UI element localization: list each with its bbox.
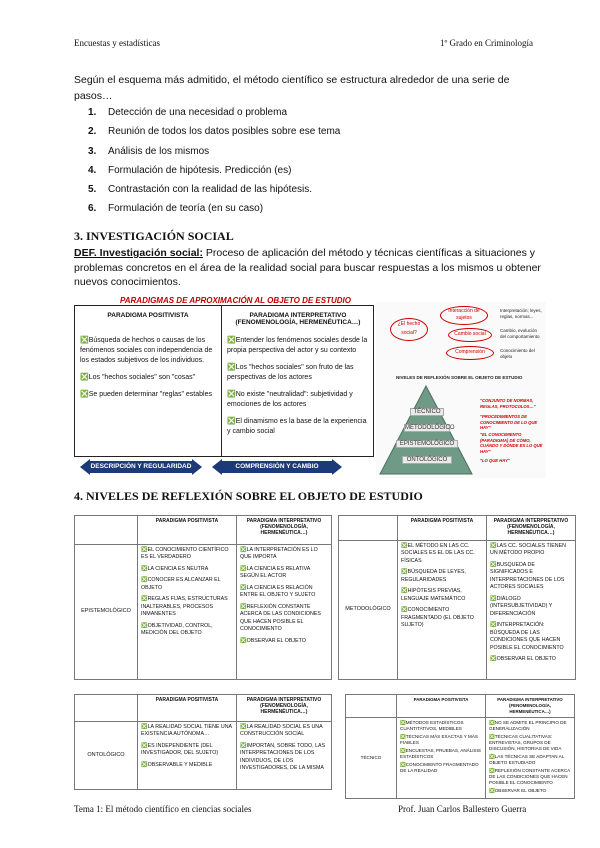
- col-head-interpretive: PARADIGMA INTERPRETATIVO (FENOMENOLOGÍA, HERMENÉUTICA…): [237, 516, 332, 545]
- section-3-title: 3. INVESTIGACIÓN SOCIAL: [74, 229, 234, 243]
- col-head-positivist: PARADIGMA POSITIVISTA: [138, 516, 237, 545]
- col-head-positivist: PARADIGMA POSITIVISTA: [397, 695, 486, 718]
- header-left: Encuestas y estadísticas: [74, 38, 160, 48]
- level-note-1: "CONJUNTO DE NORMAS, REGLAS, PROTOCOLOS…": [480, 398, 536, 409]
- cross-icon: ❎: [80, 391, 89, 398]
- cross-icon: ❎: [80, 374, 89, 381]
- list-item: ❎Se pueden determinar "reglas" estables: [80, 391, 212, 398]
- arrow-right-icon: [192, 459, 202, 475]
- list-item: ❎Los "hechos sociales" son fruto de las perspectivas de los actores: [227, 364, 354, 381]
- note-2: Cambio, evolución del comportamiento: [500, 328, 540, 339]
- interpretive-head: PARADIGMA INTERPRETATIVO (FENOMENOLOGÍA, HERMENÉUTICA…): [235, 312, 361, 326]
- cross-icon: ❎: [80, 337, 89, 344]
- table-tecnico: [345, 694, 575, 799]
- arrow-right-icon: [332, 459, 342, 475]
- note-3: Conocimiento del objeto: [500, 348, 535, 359]
- header-right: 1º Grado en Criminología: [440, 38, 534, 48]
- list-item: 5. Contrastación con la realidad de las hipótesis.: [88, 184, 313, 196]
- row-label: ONTOLÓGICO: [75, 721, 138, 789]
- col-head-interpretive: PARADIGMA INTERPRETATIVO (FENOMENOLOGÍA, HERMENÉUTICA…): [237, 695, 332, 722]
- table-cell: ❎ LA INTERPRETACIÓN ES LO QUE IMPORTA ❎ LA CIENCIA ES RELATIVA SEGÚN EL ACTOR ❎ LA CIENCIA ES RELACIÓN ENTRE EL OBJETO Y SUJETO ❎ REFLEXIÓN CONSTANTE ACERCA DE LAS CONDICIONES QUE HACEN POSIBLE EL CONOCIMIENTO ❎ OBSERVAR EL OBJETO: [237, 544, 332, 679]
- interpretive-column: [221, 306, 374, 456]
- definition-paragraph: [74, 246, 544, 290]
- list-item: ❎Los "hechos sociales" son "cosas": [80, 374, 196, 381]
- list-item: ❎El dinamismo es la base de la experiencia y cambio social: [227, 418, 367, 435]
- level-epistemologico: EPISTEMOLÓGICO: [396, 440, 458, 448]
- intro-paragraph: Según el esquema más admitido, el método científico se estructura alrededor de una serie de pasos…: [74, 74, 510, 102]
- pyramid-title: NIVELES DE REFLEXIÓN SOBRE EL OBJETO DE ESTUDIO: [396, 375, 523, 380]
- cross-icon: ❎: [227, 418, 236, 425]
- definition-text: Proceso de aplicación del método y técnicas científicas a situaciones y problemas concretos en el área de la realidad social para buscar respuestas a los mismos u obtener nuevos conocimientos.: [74, 247, 541, 288]
- steps-list: [88, 107, 340, 223]
- table-cell: ❎ LAS CC. SOCIALES TIENEN UN MÉTODO PROPIO ❎ BUSQUEDA DE SIGNIFICADOS E INTERPRETACIONES DE LOS ACTORES SOCIALES ❎ DIÁLOGO (INTERSUBJETIVIDAD) Y DIFERENCIACIÓN ❎ INTERPRETACIÓN: BÚSQUEDA DE LAS CONDICIONES QUE HACEN POSIBLE EL CONOCIMIENTO ❎ OBSERVAR EL OBJETO: [487, 540, 576, 679]
- paradigms-figure: [74, 305, 374, 457]
- bubble-cambio: Cambio social: [448, 328, 492, 342]
- level-tecnico: TÉCNICO: [410, 408, 444, 416]
- level-note-2: "PROCEDIMIENTOS DE CONOCIMIENTO DE LO QUE HAY": [480, 414, 538, 430]
- list-item: 2. Reunión de todos los datos posibles sobre ese tema: [88, 126, 341, 138]
- table-cell: ❎ NO SE ADMITE EL PRINCIPIO DE GENERALIZACIÓN ❎ TÉCNICAS CUALITATIVAS: ENTREVISTAS, GRUPOS DE DISCUSIÓN, HISTORIAS DE VIDA ❎ LAS TÉCNICAS SE ADAPTAN AL OBJETO ESTUDIADO ❎ REFLEXIÓN CONSTANTE ACERCA DE LAS CONDICIONES QUE HACEN POSIBLE EL CONOCIMIENTO ❎ OBSERVAR EL OBJETO: [486, 718, 575, 799]
- list-item: 1. Detección de una necesidad o problema: [88, 107, 288, 118]
- footer-right: Prof. Juan Carlos Ballestero Guerra: [398, 804, 527, 814]
- table-cell: ❎ EL MÉTODO EN LAS CC. SOCIALES ES EL DE LAS CC. FÍSICAS ❎ BÚSQUEDA DE LEYES, REGULARIDADES ❎ HIPÓTESIS PREVIAS, LENGUAJE MATEMÁTICO ❎ CONOCIMIENTO FRAGMENTADO (EL OBJETO SUJETO): [398, 540, 487, 679]
- row-label: EPISTEMOLÓGICO: [75, 544, 138, 679]
- table-epistemologico: [74, 515, 332, 680]
- positivist-head: PARADIGMA POSITIVISTA: [107, 312, 189, 319]
- banner-description: DESCRIPCIÓN Y REGULARIDAD: [90, 461, 192, 473]
- list-item: ❎No existe "neutralidad": subjetividad y emociones de los actores: [227, 391, 353, 408]
- list-item: ❎Entender los fenómenos sociales desde la propia perspectiva del actor y su contexto: [227, 337, 368, 354]
- level-ontologico: ONTOLÓGICO: [402, 456, 452, 464]
- level-note-3: "EL CONOCIMIENTO (PARADIGMA) DE CÓMO, CUÁNDO Y DÓNDE ES LO QUE HAY": [480, 432, 543, 454]
- figure1-title: PARADIGMAS DE APROXIMACIÓN AL OBJETO DE ESTUDIO: [120, 296, 351, 305]
- table-cell: ❎ EL CONOCIMIENTO CIENTÍFICO ES EL VERDADERO ❎ LA CIENCIA ES NEUTRA ❎ CONOCER ES ALCANZAR EL OBJETO ❎ REGLAS FIJAS, ESTRUCTURAS INALTERABLES, PROCESOS INMANENTES ❎ OBJETIVIDAD, CONTROL, MEDICIÓN DEL OBJETO: [138, 544, 237, 679]
- col-head-interpretive: PARADIGMA INTERPRETATIVO (FENOMENOLOGÍA, HERMENÉUTICA…): [487, 516, 576, 541]
- arrow-left-icon: [212, 459, 222, 475]
- bubble-comprension: Comprensión: [446, 346, 494, 360]
- cross-icon: ❎: [227, 364, 236, 371]
- cross-icon: ❎: [227, 391, 236, 398]
- note-1: Interpretación; leyes, reglas, normas...: [500, 308, 542, 319]
- definition-label: DEF. Investigación social:: [74, 247, 203, 259]
- level-metodologico: METODOLÓGICO: [405, 425, 455, 431]
- cross-icon: ❎: [227, 337, 236, 344]
- table-cell: ❎ LA REALIDAD SOCIAL TIENE UNA EXISTENCIA AUTÓNOMA… ❎ ES INDEPENDIENTE (DEL INVESTIGADOR, DEL SUJETO) ❎ OBSERVABLE Y MEDIBLE: [138, 721, 237, 789]
- banner-comprehension: COMPRENSIÓN Y CAMBIO: [222, 461, 332, 473]
- col-head-positivist: PARADIGMA POSITIVISTA: [138, 695, 237, 722]
- table-ontologico: [74, 694, 332, 790]
- row-label: METODOLÓGICO: [339, 540, 398, 679]
- table-cell: ❎ LA REALIDAD SOCIAL ES UNA CONSTRUCCIÓN SOCIAL ❎ IMPORTAN, SOBRE TODO, LAS INTERPRETACIONES DE LOS INDIVIDUOS, DE LOS INVESTIGADORES, DE LA MISMA: [237, 721, 332, 789]
- list-item: 4. Formulación de hipótesis. Predicción (es): [88, 164, 292, 176]
- footer-left: Tema 1: El método científico en ciencias sociales: [74, 804, 252, 814]
- positivist-column: [75, 306, 221, 456]
- list-item: 3. Análisis de los mismos: [88, 145, 210, 157]
- table-metodologico: [338, 515, 576, 680]
- table-cell: ❎ MÉTODOS ESTADÍSTICOS CUANTITATIVOS, MEDIBLES ❎ TÉCNICAS MÁS EXACTAS Y MÁS FIABLES ❎ ENCUESTAS, PRUEBAS, ANÁLISIS ESTADÍSTICOS ❎ CONOCIMIENTO FRAGMENTADO DE LA REALIDAD: [397, 718, 486, 799]
- level-note-4: "LO QUE HAY": [480, 458, 510, 463]
- col-head-positivist: PARADIGMA POSITIVISTA: [398, 516, 487, 541]
- reflection-levels-figure: [376, 302, 546, 478]
- arrow-left-icon: [80, 459, 90, 475]
- bubble-hecho-social: ¿El hecho social?: [390, 318, 428, 341]
- list-item: 6. Formulación de teoría (en su caso): [88, 203, 264, 215]
- section-4-title: 4. NIVELES DE REFLEXIÓN SOBRE EL OBJETO DE ESTUDIO: [74, 489, 423, 503]
- bubble-interaccion: Interacción de sujetos: [440, 306, 488, 325]
- row-label: TÉCNICO: [346, 718, 397, 799]
- list-item: ❎Búsqueda de hechos o causas de los fenómenos sociales con independencia de los estados subjetivos de los individuos.: [80, 337, 213, 364]
- col-head-interpretive: PARADIGMA INTERPRETATIVO (FENOMENOLOGÍA, HERMENÉUTICA…): [486, 695, 575, 718]
